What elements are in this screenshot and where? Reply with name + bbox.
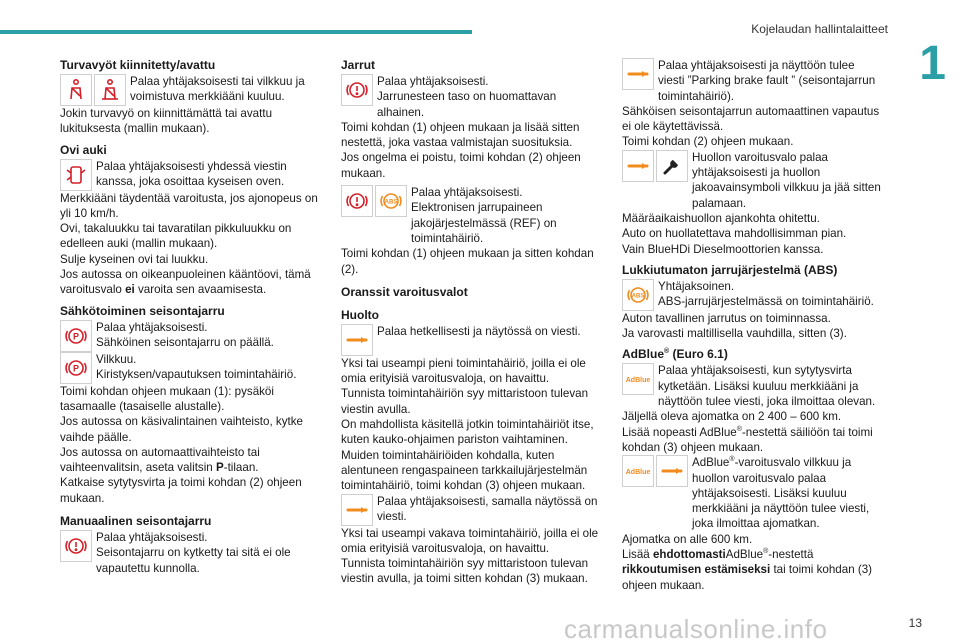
brake-warning-icon (341, 74, 373, 106)
section-title: Oranssit varoitusvalot (341, 284, 468, 299)
column-2: Jarrut Palaa yhtäjaksoisesti. Jarrunesteen taso on huomattavan alhainen. Toimi kohdan (1) ohjeen mukaan ja lisää sitten nestettä, joka vastaa valmistajan suosituksia. Jos ongelma ei poistu, toimi kohdan (2) ohjeen mukaan. ABS Palaa yhtäjaksoisesti. Elektronisen jarrupaineen jakojärjestelmässä (REF) on toimintahäiriö. Toimi kohdan (1) ohjeen mukaan ja sitten kohdan (2). Oranssit varoitusvalot Huolto Palaa hetkellisesti ja näytössä on viesti. Yksi tai useampi pieni toimintahäiriö, joilla ei ole omia erityisiä varoitusvaloja, on havaittu. Tunnista toimintahäiriön syy mittaristoon tulevan viestin avulla. On mahdollista käsitellä jotkin toimintahäiriöt itse, kuten kauko-ohjaimen pariston vaihtaminen. Muiden toimintahäiriöiden kohdalla, kuten alentuneen rengaspaineen tarkkailujärjestelmän toimintahäiriö, toimi kohdan (3) ohjeen mukaan. Palaa yhtäjaksoisesti, samalla näytössä on viesti. Yksi tai useampi vakava toimintahäiriö, joilla ei ole omia erityisiä varoitusvaloja, on havaittu. Tunnista toimintahäiriön syy mittaristoon tulevan viestin avulla, ja toimi sitten kohdan (3) mukaan. (341, 58, 601, 587)
chapter-number: 1 (919, 37, 946, 90)
svg-text:P: P (72, 363, 80, 374)
warning-row: Palaa yhtäjaksoisesti tai vilkkuu ja voimistuva merkkiääni kuuluu. (60, 74, 320, 106)
section-title: Sähkötoiminen seisontajarru (60, 303, 225, 318)
wrench-icon (656, 455, 688, 487)
header-accent-bar (0, 30, 472, 34)
svg-text:AdBlue: AdBlue (626, 377, 650, 385)
abs-icon (622, 279, 654, 311)
section-title: Ovi auki (60, 142, 107, 157)
adblue-icon (622, 363, 654, 395)
wrench-icon (622, 58, 654, 90)
spanner-icon (656, 150, 688, 182)
abs-icon (375, 185, 407, 217)
column-1: Turvavyöt kiinnitetty/avattu Palaa yhtäjaksoisesti tai vilkkuu ja voimistuva merkkiääni kuuluu. Jokin turvavyö on kiinnittämättä tai avattu lukituksesta (mallin mukaan). Ovi auki Palaa yhtäjaksoisesti yhdessä viestin kanssa, joka osoittaa kyseisen oven. Merkkiääni täydentää varoitusta, jos ajonopeus on yli 10 km/h. Ovi, takaluukku tai tavaratilan pikkuluukku on edelleen auki (mallin mukaan). Sulje kyseinen ovi tai luukku. Jos autossa on oikeanpuoleinen kääntöovi, tämä varoitusvalo ei varoita sen avaamisesta. Sähkötoiminen seisontajarru P Palaa yhtäjaksoisesti. Sähköinen seisontajarru on päällä. P Vilkkuu. Kiristyksen/vapautuksen toimintahäiriö. Toimi kohdan ohjeen mukaan (1): pysäköi tasamaalle (tasaiselle alustalle). Jos autossa on käsivalintainen vaihteisto, kytke vaihde päälle. Jos autossa on automaattivaihteisto tai vaihteenvalitsin, aseta valitsin P-tilaan. Katkaise sytytysvirta ja toimi kohdan (2) ohjeen mukaan. Manuaalinen seisontajarru Palaa yhtäjaksoisesti. Seisontajarru on kytketty tai sitä ei ole vapautettu kunnolla. (60, 58, 320, 576)
door-open-icon (60, 159, 92, 191)
wrench-icon (622, 150, 654, 182)
section-title: AdBlue® (Euro 6.1) (622, 347, 728, 362)
brake-warning-icon (341, 185, 373, 217)
parking-brake-icon (60, 320, 92, 352)
seatbelt-icon (60, 74, 92, 106)
wrench-icon (341, 494, 373, 526)
section-title: Turvavyöt kiinnitetty/avattu (60, 58, 216, 72)
parking-brake-flash-icon (60, 352, 92, 384)
svg-text:ABS: ABS (631, 293, 645, 300)
page-number: 13 (908, 616, 922, 630)
watermark: carmanualsonline.info (564, 614, 828, 640)
wrench-icon (341, 324, 373, 356)
section-title: Huolto (341, 307, 379, 322)
adblue-icon (622, 455, 654, 487)
svg-text:P: P (72, 331, 80, 342)
svg-text:ABS: ABS (384, 199, 398, 206)
section-title: Lukkiutumaton jarrujärjestelmä (ABS) (622, 262, 838, 277)
svg-text:AdBlue: AdBlue (626, 469, 650, 477)
section-title: Jarrut (341, 58, 376, 72)
seatbelt-rear-icon (94, 74, 126, 106)
page-header-title: Kojelaudan hallintalaitteet (751, 22, 888, 36)
column-3: Palaa yhtäjaksoisesti ja näyttöön tulee viesti ”Parking brake fault ” (seisontajarrun toimintahäiriö). Sähköisen seisontajarrun automaattinen vapautus ei ole käytettävissä. Toimi kohdan (2) ohjeen mukaan. Huollon varoitusvalo palaa yhtäjaksoisesti ja huollon jakoavainsymboli vilkkuu ja jää sitten palamaan. Määräaikaishuollon ajankohta ohitettu. Auto on huollatettava mahdollisimman pian. Vain BlueHDi Dieselmoottorien kanssa. Lukkiutumaton jarrujärjestelmä (ABS) ABS Yhtäjaksoinen. ABS-jarrujärjestelmässä on toimintahäiriö. Auton tavallinen jarrutus on toiminnassa. Ja varovasti maltillisella vauhdilla, sitten (3). AdBlue® (Euro 6.1) AdBlue Palaa yhtäjaksoisesti, kun sytytysvirta kytketään. Lisäksi kuuluu merkkiääni ja näyttöön tulee viesti, joka ilmoittaa olevan. Jäljellä oleva ajomatka on 2 400 – 600 km. Lisää nopeasti AdBlue®-nestettä säiliöön tai toimi kohdan (3) ohjeen mukaan. AdBlue AdBlue®-varoitusvalo vilkkuu ja huollon varoitusvalo palaa yhtäjaksoisesti. Lisäksi kuuluu merkkiääni ja näyttöön tulee viesti, joka ilmoittaa ajomatkan. Ajomatka on alle 600 km. Lisää ehdottomastiAdBlue®-nestettä rikkoutumisen estämiseksi tai toimi kohdan (3) ohjeen mukaan. (622, 59, 881, 592)
section-title: Manuaalinen seisontajarru (60, 514, 212, 529)
brake-warning-icon (60, 530, 92, 562)
